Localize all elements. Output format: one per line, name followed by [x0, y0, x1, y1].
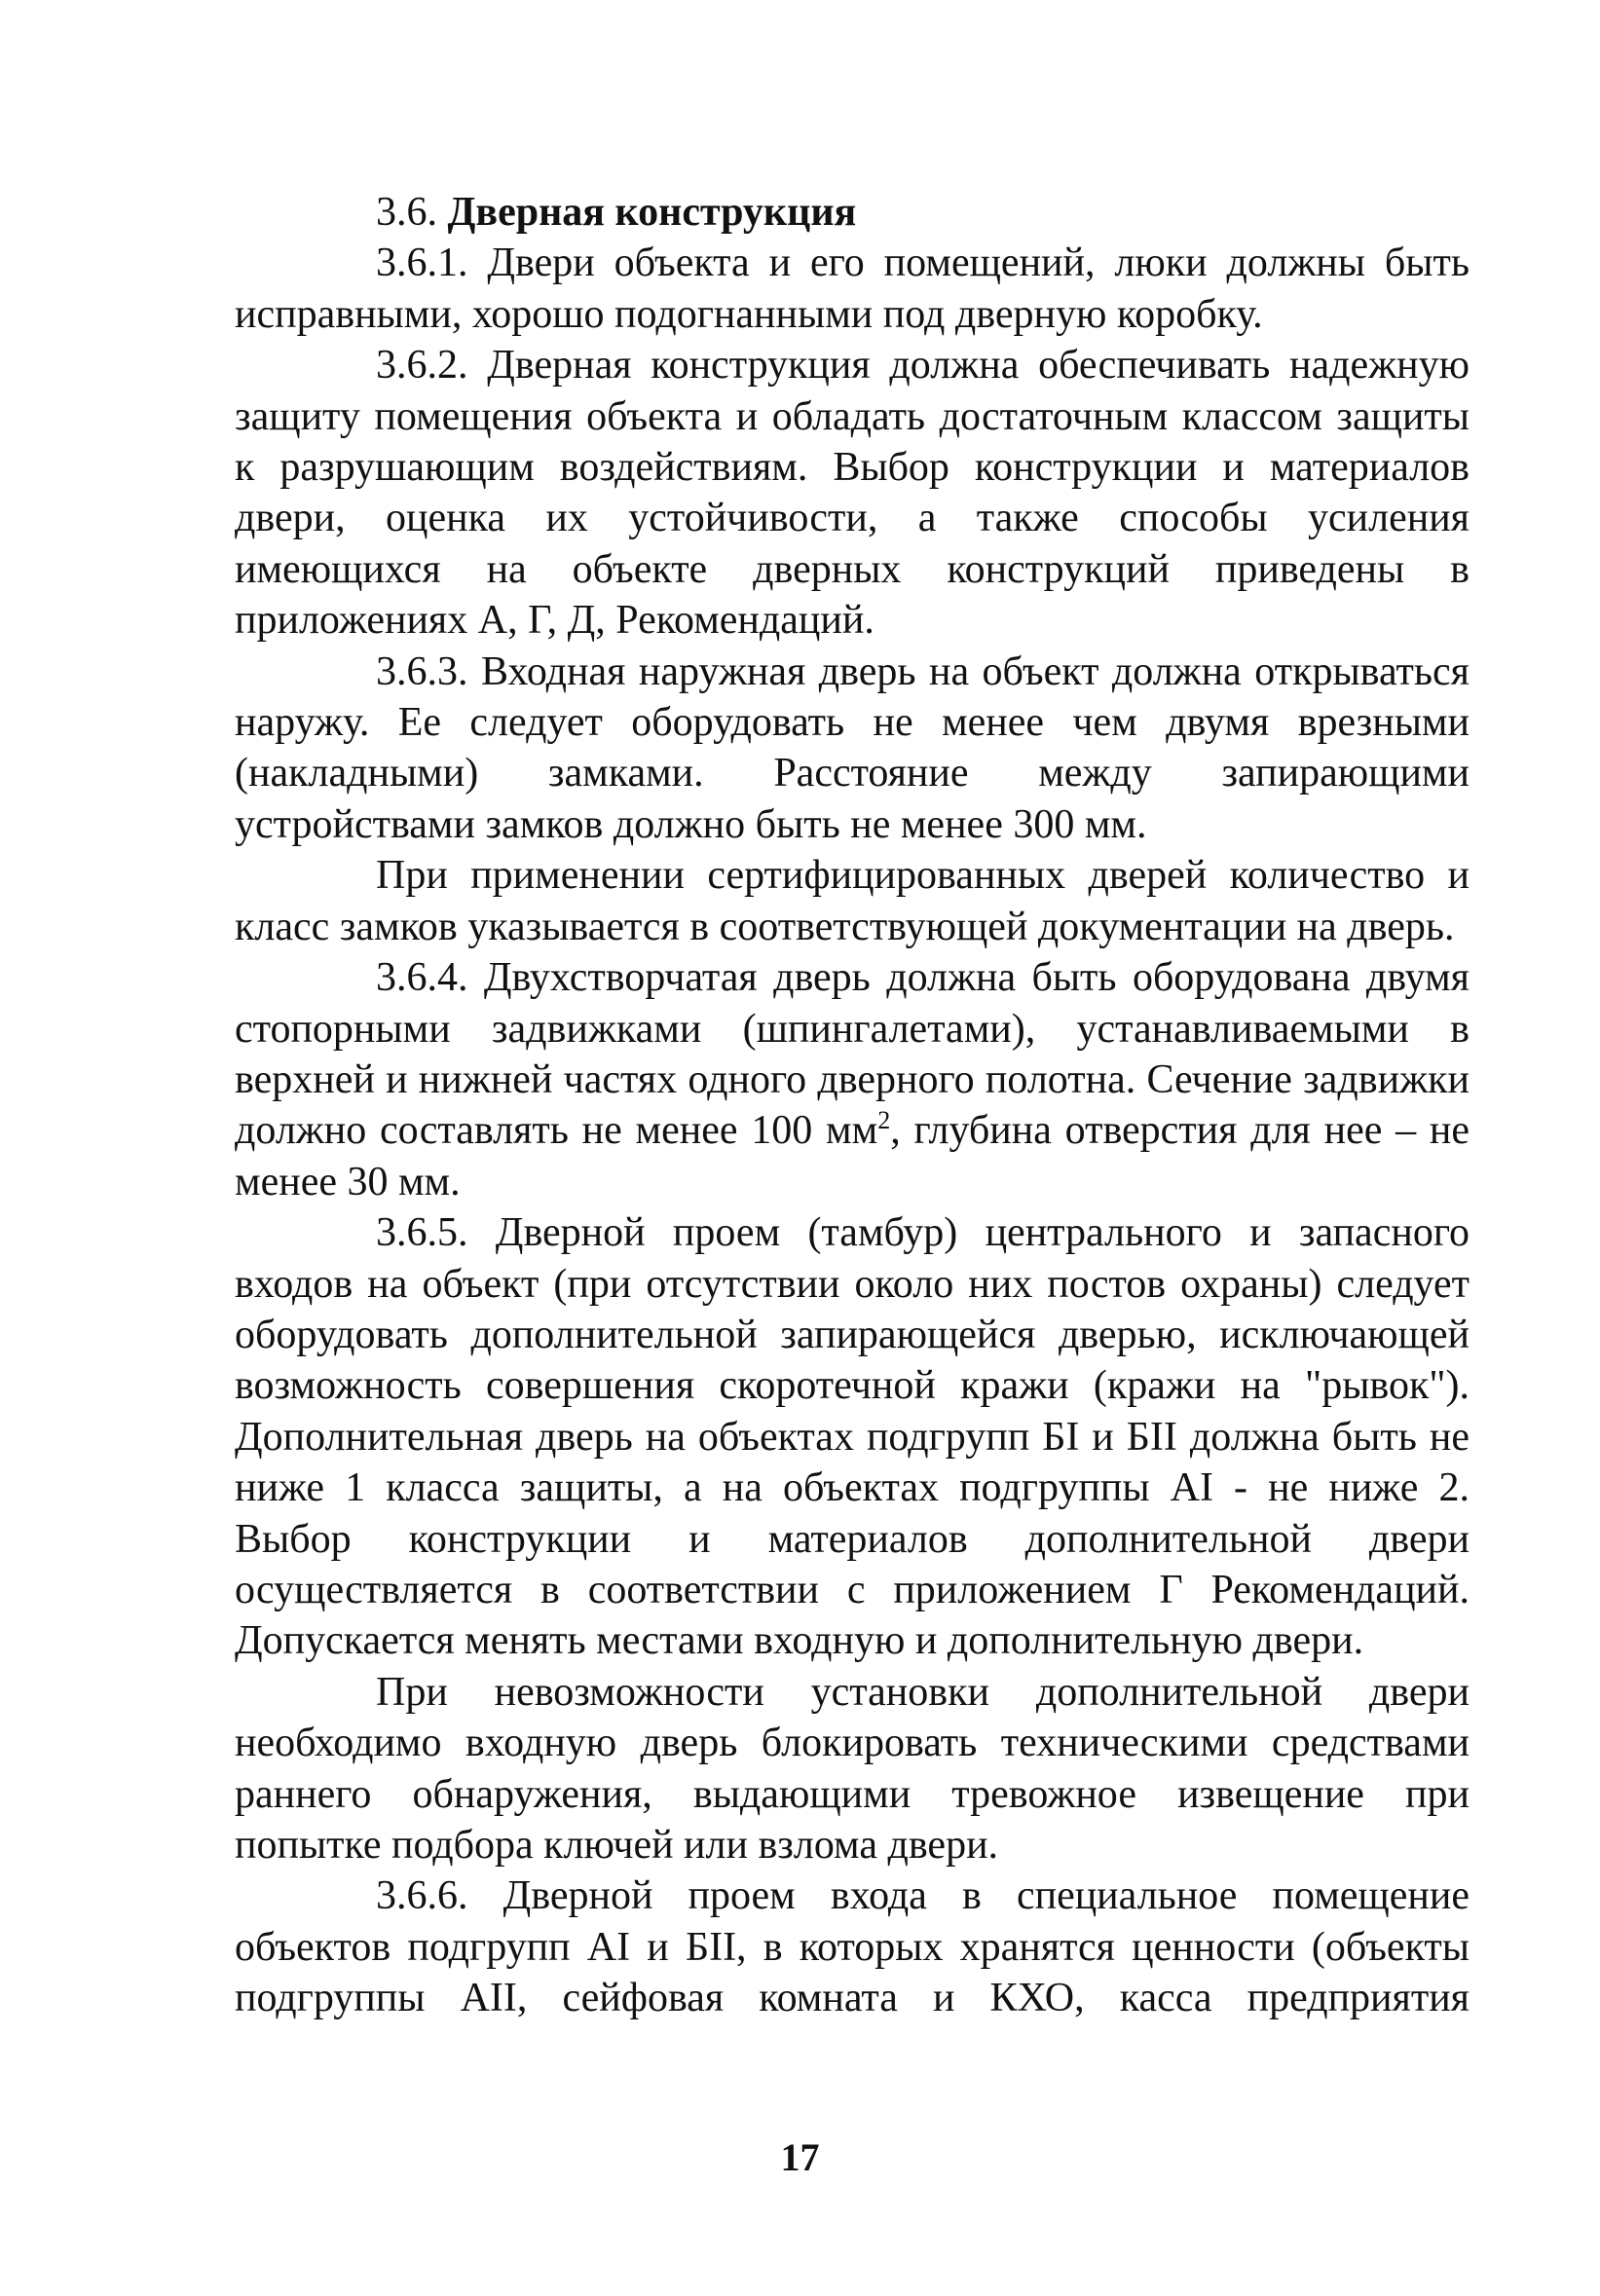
- p364-text-after: , глубина отверстия для нее – не менее 30 мм.: [235, 1108, 1470, 1204]
- paragraph-3-6-3: 3.6.3. Входная наружная дверь на объект должна открываться наружу. Ее следует оборудовать не менее чем двумя врезными (накладными) замками. Расстояние между запирающими устройствами замков должно быть не менее 300 мм.: [235, 648, 1470, 847]
- paragraph-no-extra-door: При невозможности установки дополнительной двери необходимо входную дверь блокировать техническими средствами раннего обнаружения, выдающими тревожное извещение при попытке подбора ключей или взлома двери.: [235, 1669, 1470, 1868]
- paragraph-certified-doors: При применении сертифицированных дверей количество и класс замков указывается в соответствующей документации на дверь.: [235, 853, 1470, 949]
- section-number: 3.6.: [376, 190, 437, 235]
- document-page: [235, 187, 1470, 2024]
- paragraph-3-6-6: 3.6.6. Дверной проем входа в специальное помещение объектов подгрупп АI и БII, в которых хранятся ценности (объекты подгруппы АII, сейфовая комната и КХО, касса предприятия: [235, 1873, 1470, 2021]
- section-title: Дверная конструкция: [447, 190, 857, 235]
- section-heading: [235, 187, 1470, 238]
- paragraph-3-6-1: 3.6.1. Двери объекта и его помещений, люки должны быть исправными, хорошо подогнанными под дверную коробку.: [235, 241, 1470, 337]
- paragraph-3-6-4: [235, 952, 1470, 1207]
- paragraph-3-6-2: 3.6.2. Дверная конструкция должна обеспечивать надежную защиту помещения объекта и обладать достаточным классом защиты к разрушающим воздействиям. Выбор конструкции и материалов двери, оценка их устойчивости, а также способы усиления имеющихся на объекте дверных конструкций приведены в приложениях А, Г, Д, Рекомендаций.: [235, 343, 1470, 644]
- page-number: 17: [780, 2135, 820, 2179]
- p364-superscript: 2: [877, 1106, 891, 1135]
- p364-text-before: 3.6.4. Двухстворчатая дверь должна быть оборудована двумя стопорными задвижками (шпингалетами), устанавливаемыми в верхней и нижней частях одного дверного полотна. Сечение задвижки должно составлять не менее 100 мм: [235, 955, 1470, 1154]
- paragraph-3-6-5: 3.6.5. Дверной проем (тамбур) центрального и запасного входов на объект (при отсутствии около них постов охраны) следует оборудовать дополнительной запирающейся дверью, исключающей возможность совершения скоротечной кражи (кражи на "рывок"). Дополнительная дверь на объектах подгрупп БI и БII должна быть не ниже 1 класса защиты, а на объектах подгруппы АI - не ниже 2. Выбор конструкции и материалов дополнительной двери осуществляется в соответствии с приложением Г Рекомендаций. Допускается менять местами входную и дополнительную двери.: [235, 1210, 1470, 1664]
